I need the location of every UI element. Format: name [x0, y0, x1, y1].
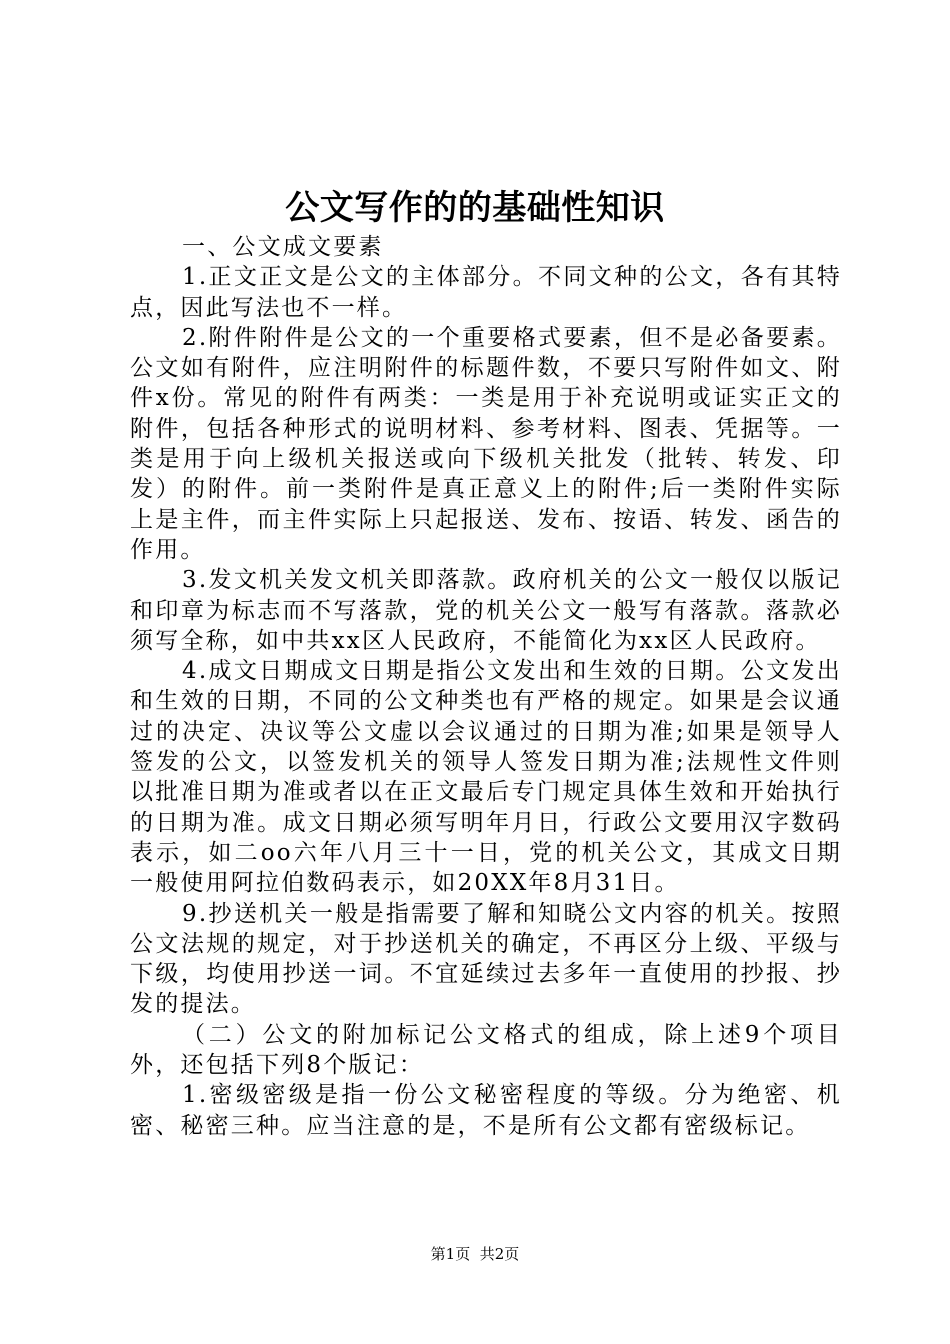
- section-heading: 一、公文成文要素: [182, 234, 384, 260]
- page-title: 公文写作的的基础性知识: [285, 188, 665, 228]
- paragraph-additional-marks: （二）公文的附加标记公文格式的组成，除上述9个项目外，还包括下列8个版记：: [130, 1021, 842, 1079]
- paragraph-attachments: 2.附件附件是公文的一个重要格式要素，但不是必备要素。公文如有附件，应注明附件的标题件数，不要只写附件如文、附件x份。常见的附件有两类：一类是用于补充说明或证实正文的附件，包括各种形式的说明材料、参考材料、图表、凭据等。一类是用于向上级机关报送或向下级机关批发（批转、转发、印发）的附件。前一类附件是真正意义上的附件;后一类附件实际上是主件，而主件实际上只起报送、发布、按语、转发、函告的作用。: [130, 324, 842, 563]
- paragraph-issue-date: 4.成文日期成文日期是指公文发出和生效的日期。公文发出和生效的日期，不同的公文种类也有严格的规定。如果是会议通过的决定、决议等公文虚以会议通过的日期为准;如果是领导人签发的公文，以签发机关的领导人签发日期为准;法规性文件则以批准日期为准或者以在正文最后专门规定具体生效和开始执行的日期为准。成文日期必须写明年月日，行政公文要用汉字数码表示，如二oo六年八月三十一日，党的机关公文，其成文日期一般使用阿拉伯数码表示，如20XX年8月31日。: [130, 658, 842, 897]
- paragraph-cc-authority: 9.抄送机关一般是指需要了解和知晓公文内容的机关。按照公文法规的规定，对于抄送机关的确定，不再区分上级、平级与下级，均使用抄送一词。不宜延续过去多年一直使用的抄报、抄发的提法。: [130, 900, 842, 1018]
- paragraph-text-body: 1.正文正文是公文的主体部分。不同文种的公文，各有其特点，因此写法也不一样。: [130, 264, 842, 321]
- footer-separator: [470, 1245, 480, 1263]
- document-body: [130, 232, 842, 1141]
- page-footer: [0, 1244, 950, 1264]
- paragraph-secret-level: 1.密级密级是指一份公文秘密程度的等级。分为绝密、机密、秘密三种。应当注意的是，不是所有公文都有密级标记。: [130, 1082, 842, 1139]
- paragraph-issuing-authority: 3.发文机关发文机关即落款。政府机关的公文一般仅以版记和印章为标志而不写落款，党的机关公文一般写有落款。落款必须写全称，如中共xx区人民政府，不能简化为xx区人民政府。: [130, 567, 842, 654]
- page-number: 第1页: [430, 1245, 471, 1263]
- page-total: 共2页: [479, 1245, 520, 1263]
